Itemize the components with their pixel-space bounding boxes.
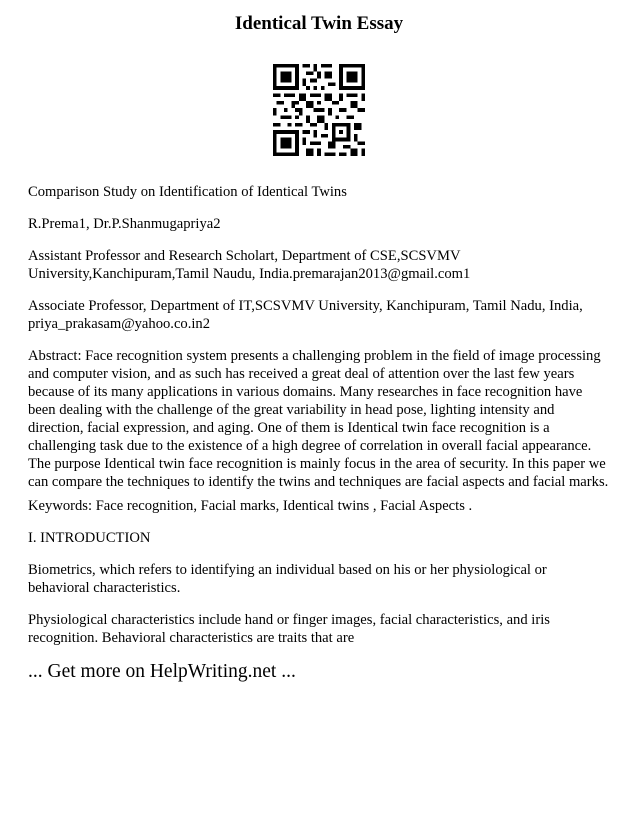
get-more-link[interactable]: ... Get more on HelpWriting.net ...: [28, 661, 296, 682]
qr-code-icon: [273, 64, 365, 156]
section-heading: I. INTRODUCTION: [28, 530, 151, 546]
affiliation-1: Assistant Professor and Research Scholart, Department of CSE,SCSVMV University,Kanchipuram,Tamil Naudu, India.premarajan2013@gmail.com1: [28, 248, 471, 282]
affiliation-2: Associate Professor, Department of IT,SCSVMV University, Kanchipuram, Tamil Nadu, India, priya_prakasam@yahoo.co.in2: [28, 298, 583, 332]
intro-paragraph-2: Physiological characteristics include hand or finger images, facial characteristics, and iris recognition. Behavioral characteristics are traits that are: [28, 612, 550, 646]
abstract-paragraph: Abstract: Face recognition system presents a challenging problem in the field of image processing and computer vision, and as such has received a great deal of attention over the last few years because of its many applications in various domains. Many researches in face recognition have been dealing with the challenge of the great variability in head pose, lighting intensity and direction, facial expression, and aging. One of them is Identical twin face recognition is a challenging task due to the existence of a high degree of correlation in overall facial appearance. The purpose Identical twin face recognition is mainly focus in the area of security. In this paper we can compare the techniques to identify the twins and techniques are facial aspects and facial marks.: [28, 348, 609, 490]
authors: R.Prema1, Dr.P.Shanmugapriya2: [28, 216, 221, 232]
document-title: Identical Twin Essay: [234, 13, 404, 34]
intro-paragraph-1: Biometrics, which refers to identifying an individual based on his or her physiological or behavioral characteristics.: [28, 562, 547, 596]
paper-title: Comparison Study on Identification of Identical Twins: [28, 184, 347, 200]
keywords: Keywords: Face recognition, Facial marks, Identical twins , Facial Aspects .: [28, 498, 473, 514]
